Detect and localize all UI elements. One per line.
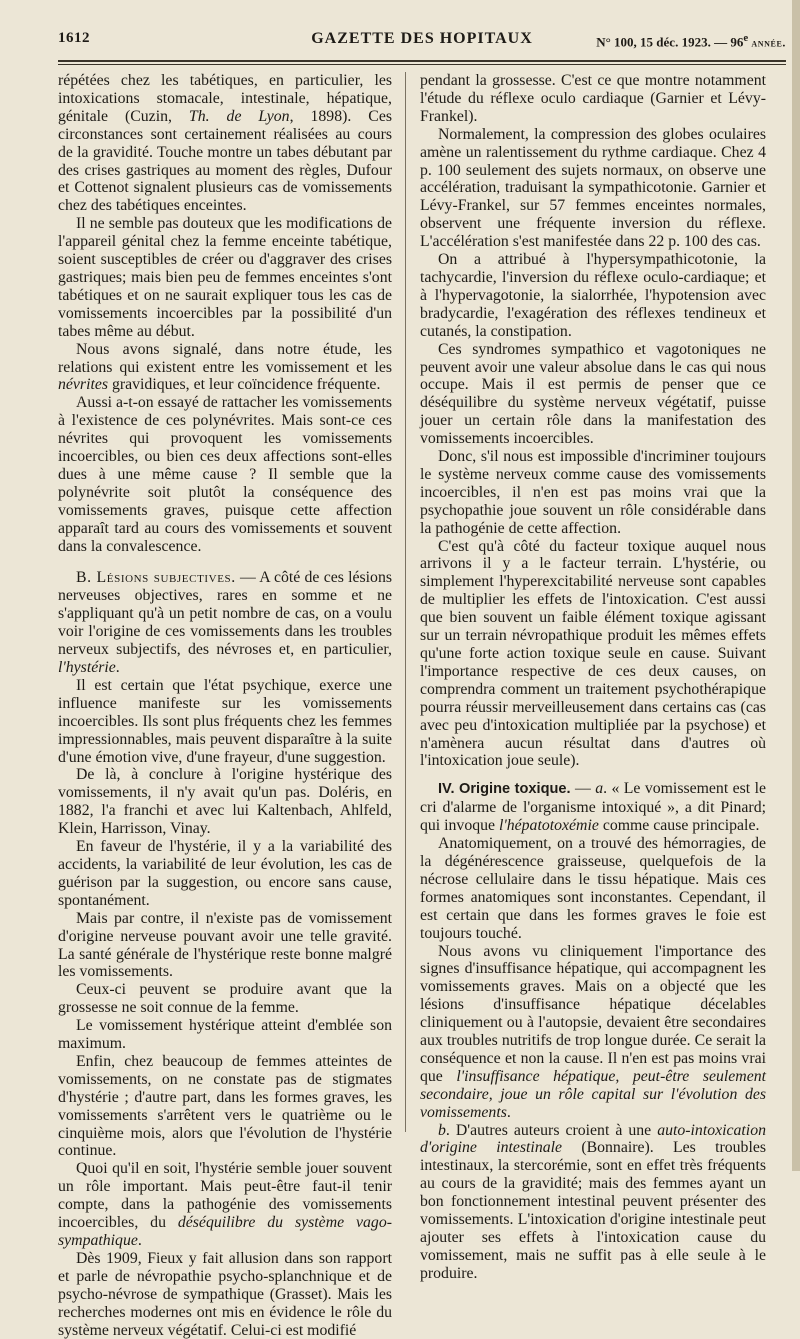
text: gravidiques, et leur coïncidence fréquente. — [108, 376, 381, 394]
text: . — [115, 659, 120, 676]
paragraph: Normalement, la compression des globes oculaires amène un ralentissement du rythme cardiaque. Chez 4 p. 100 seulement des sujets normaux, on observe une accélération, traduisant la sympathicotonie. Garnier et Lévy-Frankel, sur 57 femmes enceintes normales, observent une fréquente inversion du réflexe. L'accélération s'est manifestée dans 22 p. 100 des cas. — [420, 125, 766, 251]
text: , 1898). Ces circonstances sont certainement réalisées au cours de la gravidité. Touche montre un tabes débutant par des crises gastriques au moment des règles, Dufour et Cottenot signalent plusieurs cas de vomissements chez des tabétiques enceintes. — [58, 107, 392, 215]
issue-info — [596, 32, 786, 50]
paragraph: Mais par contre, il n'existe pas de vomissement d'origine nerveuse pouvant avoir une telle gravité. La santé générale de l'hystérique reste bonne malgré les vomissements. — [58, 909, 392, 981]
paragraph: Il est certain que l'état psychique, exerce une influence manifeste sur les vomissements incoercibles. Ils sont plus fréquents chez les femmes impressionnables, mais peuvent disparaître à la suite d'une émotion vive, d'une frayeur, d'une suggestion. — [58, 676, 392, 766]
issue-annee: année. — [751, 35, 786, 50]
paragraph: pendant la grossesse. C'est ce que montre notamment l'étude du réflexe oculo cardiaque (Garnier et Lévy-Frankel). — [420, 72, 766, 125]
text: . — [506, 1103, 511, 1121]
citation: Th. de Lyon — [188, 107, 290, 125]
paragraph — [58, 72, 392, 215]
paragraph: C'est qu'à côté du facteur toxique auquel nous arrivons il y a le facteur terrain. L'hystérie, ou simplement l'hyperexcitabilité nerveuse sont capables de multiplier les effets de l'intoxication. C'est aussi que bien souvent un faible élément toxique agissant sur un terrain névropathique produit les mêmes effets qu'une forte action toxique seule en cause. Suivant l'importance respective de ces deux causes, on comprendra comment un traitement psychothérapique pourra réussir merveilleusement dans certains cas (cas avec peu d'intoxication multipliée par la psychose) et n'amènera aucun résultat dans d'autres où l'intoxication joue seule). — [420, 537, 766, 770]
emphasis: déséquilibre du système vago-sympathique — [58, 1214, 392, 1249]
text: — — [570, 780, 596, 798]
paragraph: Anatomiquement, on a trouvé des hémorragies, de la dégénérescence graisseuse, quelquefois de la nécrose cellulaire dans le tissu hépatique. Mais ces formes anatomiques sont inconstantes. Cependant, il est certain que dans les formes graves le foie est toujours touché. — [420, 835, 766, 942]
text: . « Le vomissement est le cri d'alarme de l'organisme intoxiqué », a dit Pinard; qui invoque — [420, 780, 766, 835]
emphasis: l'insuffisance hépatique, peut-être seulement secondaire, joue un rôle capital sur l'évolution des vomissements — [420, 1067, 766, 1121]
text: — A côté de ces lésions nerveuses objectives, rares en somme et ne s'appliquant qu'à un petit nombre de cas, on a voulu voir l'origine de ces vomissements dans les troubles nerveux subjectifs, des névroses et, en particulier, — [58, 569, 392, 659]
text: (Bonnaire). Les troubles intestinaux, la stercorémie, sont en effet très fréquents au cours de la gravidité; mais des femmes ayant un bon fonctionnement intestinal peuvent présenter des vomissements. L'intoxication d'origine intestinale peut ajouter ses effets à l'intoxication cause du vomissement, mais ne suffit pas à elle seule à le produire. — [420, 1139, 766, 1282]
paragraph: On a attribué à l'hypersympathicotonie, la tachycardie, l'inversion du réflexe oculo-cardiaque; et à l'hypervagotonie, la sialorrhée, l'hypotension avec bradycardie, l'exagération des réflexes tendineux et cutanés, la constipation. — [420, 251, 766, 340]
paragraph: Il ne semble pas douteux que les modifications de l'appareil génital chez la femme enceinte tabétique, soient susceptibles de créer ou d'aggraver des crises gastriques; mais bien peu de femmes enceintes s'ont tabétiques et on ne saurait expliquer tous les cas de vomissements incoercibles par la possibilité d'un tabes même au début. — [58, 215, 392, 340]
right-column — [420, 72, 766, 1282]
paragraph: Enfin, chez beaucoup de femmes atteintes de vomissements, on ne constate pas de stigmates d'hystérie ; d'autre part, dans les formes graves, les vomissements s'arrêtent vers le quatrième ou le cinquième mois, alors que l'évolution de l'hystérie continue. — [58, 1052, 392, 1160]
page-number: 1612 — [58, 30, 90, 46]
paragraph: De là, à conclure à l'origine hystérique des vomissements, il n'y avait qu'un pas. Doléris, en 1882, l'a franchi et avec lui Kaltenbach, Ahlfeld, Klein, Harrisson, Vinay. — [58, 766, 392, 838]
text: Nous avons vu cliniquement l'importance des signes d'insuffisance hépatique, qui accompagnent les vomissements graves. Mais on a objecté que les lésions d'insuffisance hépatique décelables cliniquement ou à l'autopsie, devaient être secondaires aux troubles nutritifs de trop longue durée. Ce serait la conséquence et non la cause. Il n'en est pas moins vrai que — [420, 942, 766, 1085]
header-rule — [58, 64, 786, 65]
enum-letter: a — [595, 780, 604, 798]
paragraph — [420, 943, 766, 1122]
paragraph — [58, 1160, 392, 1250]
text: comme cause principale. — [598, 817, 760, 835]
page-header — [58, 26, 786, 62]
emphasis: l'hépatotoxémie — [498, 817, 599, 835]
section-b — [58, 569, 392, 676]
column-divider — [405, 72, 406, 1132]
paragraph: Dès 1909, Fieux y fait allusion dans son rapport et parle de névropathie psycho-splanchnique et de psycho-névrose de sympathique (Grasset). Mais les recherches modernes ont mis en évidence le rôle du système nerveux végétatif. Celui-ci est modifié — [58, 1249, 392, 1339]
journal-title: GAZETTE DES HOPITAUX — [311, 30, 533, 47]
section-heading: B. Lésions subjectives. — [76, 569, 236, 587]
paragraph: Aussi a-t-on essayé de rattacher les vomissements à l'existence de ces polynévrites. Mais sont-ce ces névrites qui provoquent les vomissements incoercibles, ou bien ces deux affections sont-elles dues à une même cause ? Il semble que la polynévrite soit plutôt la conséquence des vomissements graves, puisque cette affection apparaît tard au cours des vomissements et souvent dans la convalescence. — [58, 394, 392, 555]
emphasis: névrites — [58, 376, 109, 394]
text: . — [137, 1232, 142, 1249]
text: Quoi qu'il en soit, l'hystérie semble jouer souvent un rôle important. Mais peut-être faut-il tenir compte, dans la pathogénie des vomissements incoercibles, du — [58, 1160, 392, 1232]
text: répétées chez les tabétiques, en particulier, les intoxications stomacale, intestinale, hépatique, génitale (Cuzin, — [58, 72, 392, 125]
paragraph — [420, 1122, 766, 1283]
paragraph: Ces syndromes sympathico et vagotoniques ne peuvent avoir une valeur absolue dans le cas qui nous occupe. Mais il est permis de penser que ce déséquilibre du système nerveux végétatif, puisse jouer un certain rôle dans la manifestation des vomissements incoercibles. — [420, 340, 766, 448]
section-iv — [420, 780, 766, 835]
emphasis: l'hystérie — [58, 659, 116, 676]
page-edge — [792, 0, 800, 1171]
text: . D'autres auteurs croient à une — [445, 1121, 658, 1139]
paragraph: Ceux-ci peuvent se produire avant que la grossesse ne soit connue de la femme. — [58, 981, 392, 1017]
left-column — [58, 72, 392, 1339]
issue-date: N° 100, 15 déc. 1923. — 96 — [596, 34, 744, 50]
enum-letter: b — [438, 1121, 446, 1139]
paragraph: En faveur de l'hystérie, il y a la variabilité des accidents, la variabilité de leur évolution, les cas de guérison par la suggestion, ou encore sans cause, spontanément. — [58, 838, 392, 909]
text: Nous avons signalé, dans notre étude, les relations qui existent entre les vomissement et les — [58, 340, 392, 376]
emphasis: auto-intoxication d'origine intestinale — [420, 1121, 766, 1157]
issue-sup: e — [743, 32, 749, 44]
paragraph — [58, 341, 392, 395]
paragraph: Donc, s'il nous est impossible d'incriminer toujours le système nerveux comme cause des vomissements incoercibles, il n'en est pas moins vrai que la psychopathie joue souvent un rôle considérable dans la pathogénie de cette affection. — [420, 448, 766, 537]
paragraph: Le vomissement hystérique atteint d'emblée son maximum. — [58, 1017, 392, 1053]
section-heading: IV. Origine toxique. — [438, 781, 571, 798]
